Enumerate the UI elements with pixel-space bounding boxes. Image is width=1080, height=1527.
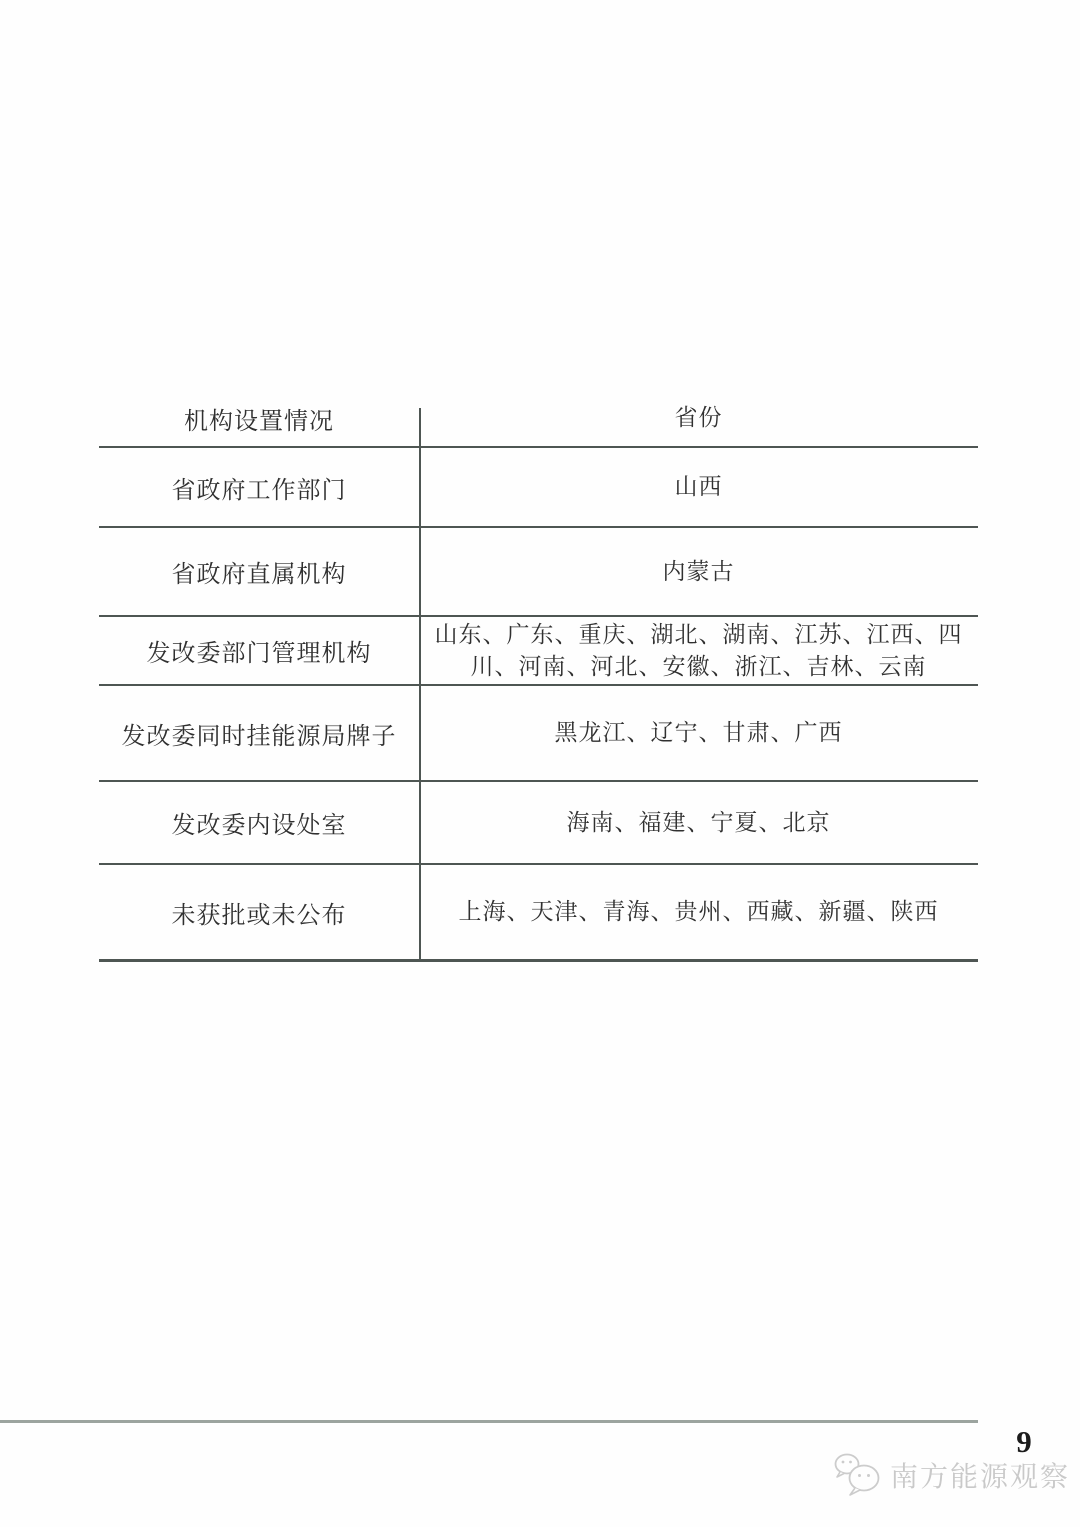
table-row — [99, 782, 978, 865]
table-header-row — [99, 390, 978, 448]
row-provinces-cell: 海南、福建、宁夏、北京 — [566, 809, 831, 835]
table-row — [99, 686, 978, 782]
page-number: 9 — [1016, 1424, 1032, 1459]
header-cell-province: 省份 — [674, 405, 723, 431]
table-row — [99, 617, 978, 686]
org-setup-table — [99, 390, 978, 962]
row-label-cell: 发改委内设处室 — [171, 813, 347, 839]
table-column-divider — [419, 408, 421, 962]
wechat-bubbles-icon — [833, 1452, 885, 1498]
row-label-cell: 发改委同时挂能源局牌子 — [121, 723, 397, 750]
table-row — [99, 448, 978, 528]
row-label-cell: 省政府工作部门 — [171, 477, 347, 504]
footer-divider-line — [0, 1420, 978, 1423]
table-row — [99, 865, 978, 962]
row-label-cell: 未获批或未公布 — [171, 902, 347, 929]
row-provinces-cell: 上海、天津、青海、贵州、西藏、新疆、陕西 — [458, 899, 939, 925]
table-row — [99, 528, 978, 617]
brand-watermark-text: 南方能源观察 — [890, 1461, 1071, 1492]
row-provinces-cell: 黑龙江、辽宁、甘肃、广西 — [554, 720, 843, 746]
header-cell-setup: 机构设置情况 — [184, 408, 334, 435]
row-provinces-cell: 山东、广东、重庆、湖北、湖南、江苏、江西、四川、河南、河北、安徽、浙江、吉林、云南 — [434, 622, 963, 679]
row-provinces-cell: 内蒙古 — [662, 558, 735, 584]
row-provinces-cell: 山西 — [674, 474, 723, 500]
row-label-cell: 发改委部门管理机构 — [146, 641, 372, 667]
row-label-cell: 省政府直属机构 — [171, 562, 347, 588]
brand-watermark — [833, 1452, 1070, 1498]
